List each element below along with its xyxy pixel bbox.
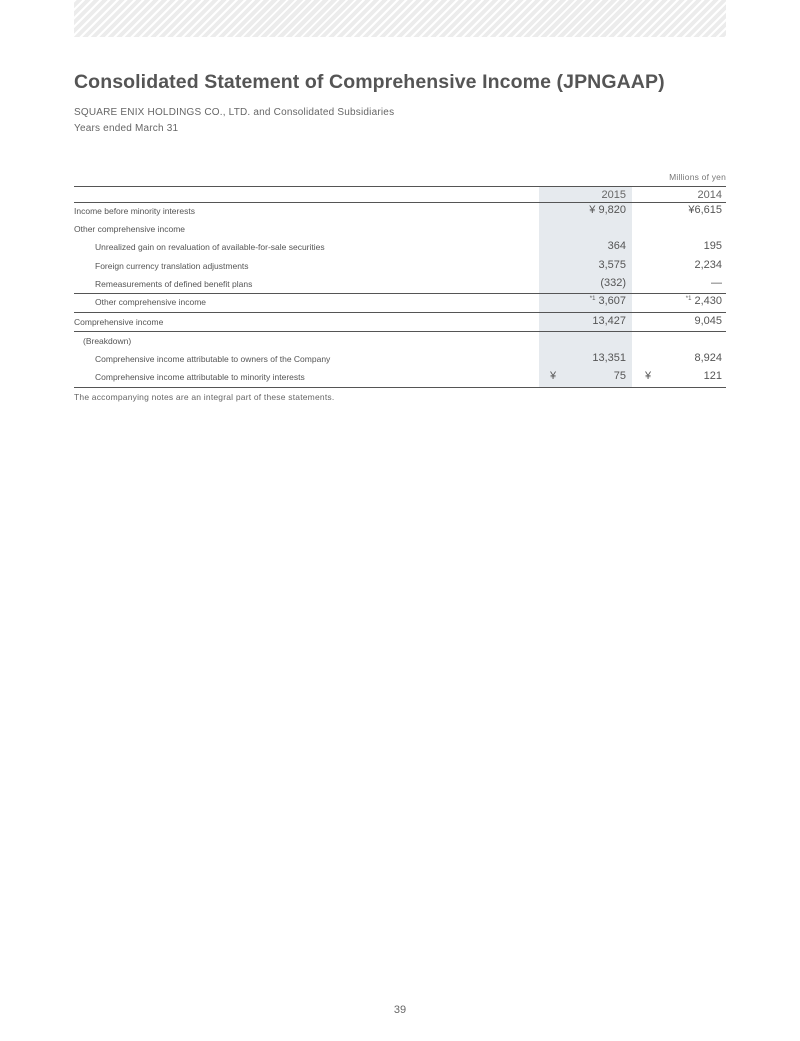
value-2015 bbox=[536, 295, 626, 307]
page-title: Consolidated Statement of Comprehensive Income (JPNGAAP) bbox=[74, 71, 665, 93]
value-2014: 8,924 bbox=[694, 352, 722, 364]
value-2015: 3,575 bbox=[598, 259, 626, 271]
value-2015: 13,427 bbox=[592, 315, 626, 327]
row-label: Foreign currency translation adjustments bbox=[95, 261, 249, 271]
table-bottom-rule bbox=[74, 387, 726, 388]
header-banner bbox=[74, 0, 726, 37]
value-2014 bbox=[632, 295, 722, 307]
column-header-2015: 2015 bbox=[601, 189, 626, 201]
table-row bbox=[74, 293, 726, 311]
value-2015: 13,351 bbox=[592, 352, 626, 364]
page-number: 39 bbox=[393, 1004, 407, 1016]
period-text: Years ended March 31 bbox=[74, 123, 179, 134]
value-2014: — bbox=[711, 277, 722, 289]
unit-label: Millions of yen bbox=[669, 172, 726, 182]
row-label: Comprehensive income attributable to minority interests bbox=[95, 372, 305, 382]
table-row bbox=[74, 332, 726, 350]
table-top-rule bbox=[74, 186, 726, 187]
value-2015-amount: 3,607 bbox=[598, 295, 626, 307]
value-2014: 195 bbox=[703, 240, 722, 252]
note-mark: *1 bbox=[685, 296, 692, 302]
note-mark: *1 bbox=[589, 296, 596, 302]
value-2014: ¥6,615 bbox=[688, 204, 722, 216]
value-2015: ¥ 9,820 bbox=[589, 204, 626, 216]
row-label: Other comprehensive income bbox=[74, 224, 186, 234]
row-label: (Breakdown) bbox=[83, 336, 132, 346]
footnote: The accompanying notes are an integral part of these statements. bbox=[74, 392, 335, 402]
table-row bbox=[74, 368, 726, 386]
row-label: Comprehensive income bbox=[74, 317, 164, 327]
row-label: Other comprehensive income bbox=[95, 297, 207, 307]
row-label: Remeasurements of defined benefit plans bbox=[95, 279, 253, 289]
row-label: Comprehensive income attributable to owners of the Company bbox=[95, 354, 331, 364]
table-row bbox=[74, 350, 726, 368]
table-row bbox=[74, 275, 726, 293]
value-2015: 75 bbox=[613, 370, 626, 382]
table-row bbox=[74, 313, 726, 331]
table-row bbox=[74, 202, 726, 220]
table-row bbox=[74, 257, 726, 275]
yen-sign-2015: ¥ bbox=[550, 370, 557, 382]
column-header-2014: 2014 bbox=[697, 189, 722, 201]
value-2014: 9,045 bbox=[694, 315, 722, 327]
row-label: Income before minority interests bbox=[74, 206, 195, 216]
value-2015: 364 bbox=[607, 240, 626, 252]
value-2015: (332) bbox=[600, 277, 626, 289]
yen-sign-2014: ¥ bbox=[645, 370, 652, 382]
value-2014-amount: 2,430 bbox=[694, 295, 722, 307]
table-row bbox=[74, 238, 726, 256]
table-row bbox=[74, 220, 726, 238]
row-label: Unrealized gain on revaluation of available-for-sale securities bbox=[95, 242, 325, 252]
company-name: SQUARE ENIX HOLDINGS CO., LTD. and Consolidated Subsidiaries bbox=[74, 107, 395, 118]
value-2014: 2,234 bbox=[694, 259, 722, 271]
value-2014: 121 bbox=[703, 370, 722, 382]
